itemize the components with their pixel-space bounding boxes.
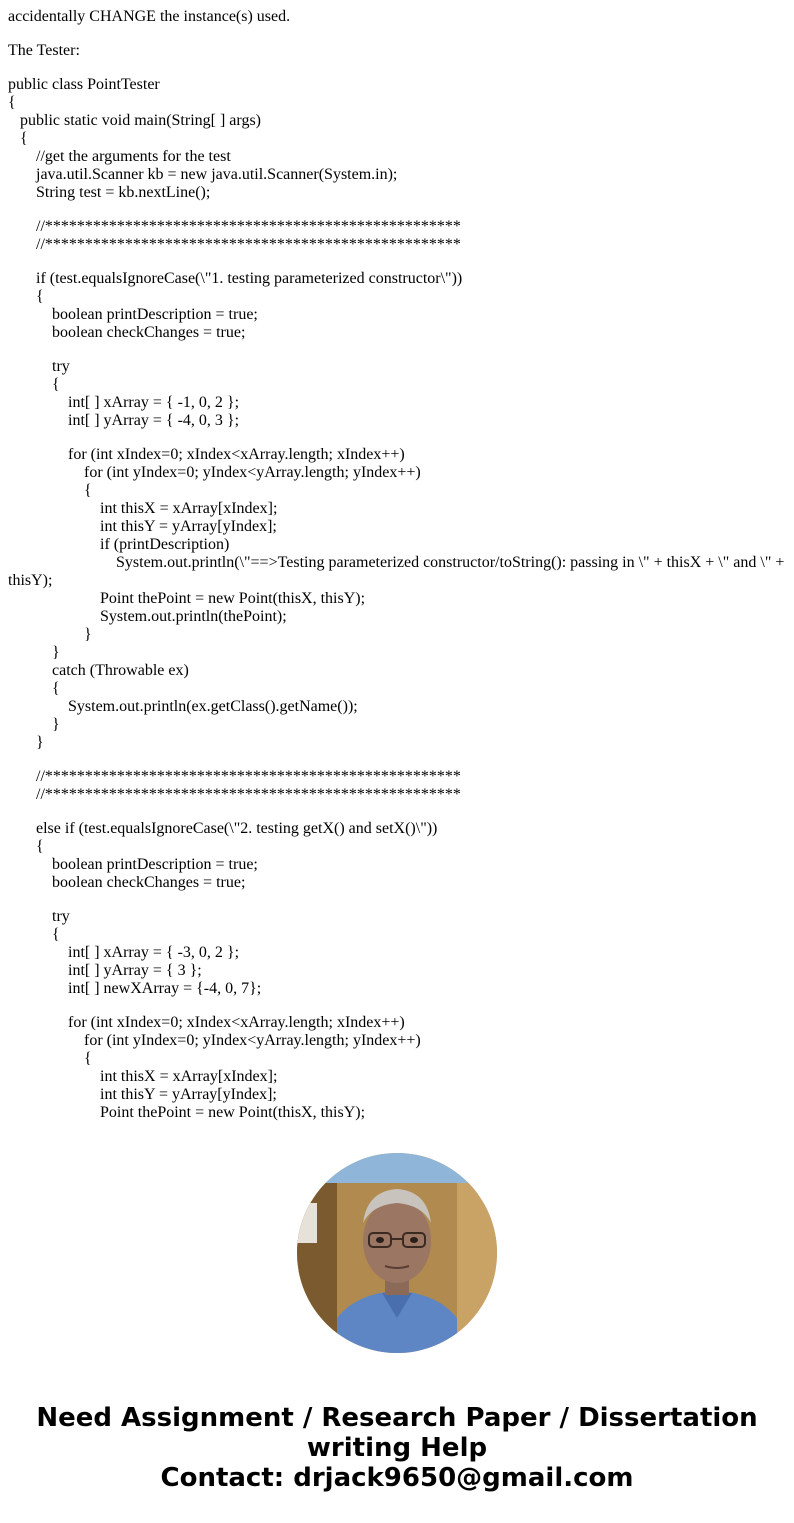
code-line: //**************************************************** [8,768,461,785]
code-line: { [8,1050,92,1067]
code-line: { [8,130,28,147]
code-block-3 [8,270,794,342]
tester-heading: The Tester: [8,42,80,59]
code-line: int thisX = xArray[xIndex]; [8,1068,278,1085]
code-line: int thisY = yArray[yIndex]; [8,1086,277,1103]
code-line: catch (Throwable ex) [8,662,189,679]
avatar [297,1153,497,1353]
code-line: Point thePoint = new Point(thisX, thisY); [8,1104,366,1121]
code-line: //**************************************************** [8,786,461,803]
code-line: boolean checkChanges = true; [8,874,246,891]
code-line: { [8,376,60,393]
code-line: int[ ] yArray = { -4, 0, 3 }; [8,412,240,429]
code-line: //**************************************************** [8,236,461,253]
code-line: } [8,644,60,661]
code-line: boolean printDescription = true; [8,856,258,873]
code-block-1 [8,76,794,202]
code-line: { [8,482,92,499]
code-line: { [8,94,16,111]
code-line: { [8,838,44,855]
code-line: } [8,626,92,643]
code-line: //get the arguments for the test [8,148,231,165]
avatar-portrait-image [297,1153,497,1353]
code-line: java.util.Scanner kb = new java.util.Scanner(System.in); [8,166,398,183]
code-block-7 [8,820,794,892]
code-line: System.out.println(thePoint); [8,608,287,625]
code-line: for (int yIndex=0; yIndex<yArray.length; yIndex++) [8,1032,421,1049]
code-line: int thisY = yArray[yIndex]; [8,518,277,535]
code-block-4 [8,358,794,430]
code-line: } [8,734,44,751]
code-line: try [8,358,70,375]
code-line: for (int xIndex=0; xIndex<xArray.length; xIndex++) [8,446,405,463]
code-line: for (int yIndex=0; yIndex<yArray.length; yIndex++) [8,464,421,481]
code-line: Point thePoint = new Point(thisX, thisY); [8,590,366,607]
code-line: public class PointTester [8,76,160,93]
code-block-6 [8,768,794,804]
code-block-5 [8,446,794,752]
code-line: System.out.println(ex.getClass().getName()); [8,698,358,715]
code-line: int[ ] yArray = { 3 }; [8,962,202,979]
code-line: boolean printDescription = true; [8,306,258,323]
promo-banner [0,1403,794,1493]
code-line: if (printDescription) [8,536,230,553]
code-block-9 [8,1014,794,1122]
code-block-8 [8,908,794,998]
code-line: boolean checkChanges = true; [8,324,246,341]
code-line: for (int xIndex=0; xIndex<xArray.length; xIndex++) [8,1014,405,1031]
intro-text: accidentally CHANGE the instance(s) used. [8,8,291,25]
code-line: } [8,716,60,733]
document-body [8,8,794,1122]
code-line: { [8,288,44,305]
promo-line-3: Contact: drjack9650@gmail.com [160,1463,634,1493]
code-line: { [8,680,60,697]
code-line: int[ ] newXArray = {-4, 0, 7}; [8,980,262,997]
code-block-2 [8,218,794,254]
code-line: else if (test.equalsIgnoreCase(\"2. testing getX() and setX()\")) [8,820,438,837]
code-line: System.out.println(\"==>Testing parameterized constructor/toString(): passing in \" + thisX + \" and \" + [8,554,785,571]
promo-line-2: writing Help [306,1433,488,1463]
code-line: public static void main(String[ ] args) [8,112,261,129]
code-line: { [8,926,60,943]
promo-line-1: Need Assignment / Research Paper / Dissertation [36,1403,758,1433]
code-line: int thisX = xArray[xIndex]; [8,500,278,517]
code-line: int[ ] xArray = { -1, 0, 2 }; [8,394,240,411]
code-line: String test = kb.nextLine(); [8,184,211,201]
code-line: int[ ] xArray = { -3, 0, 2 }; [8,944,240,961]
code-line: //**************************************************** [8,218,461,235]
code-line: thisY); [8,572,53,589]
code-line: if (test.equalsIgnoreCase(\"1. testing parameterized constructor\")) [8,270,463,287]
code-line: try [8,908,70,925]
